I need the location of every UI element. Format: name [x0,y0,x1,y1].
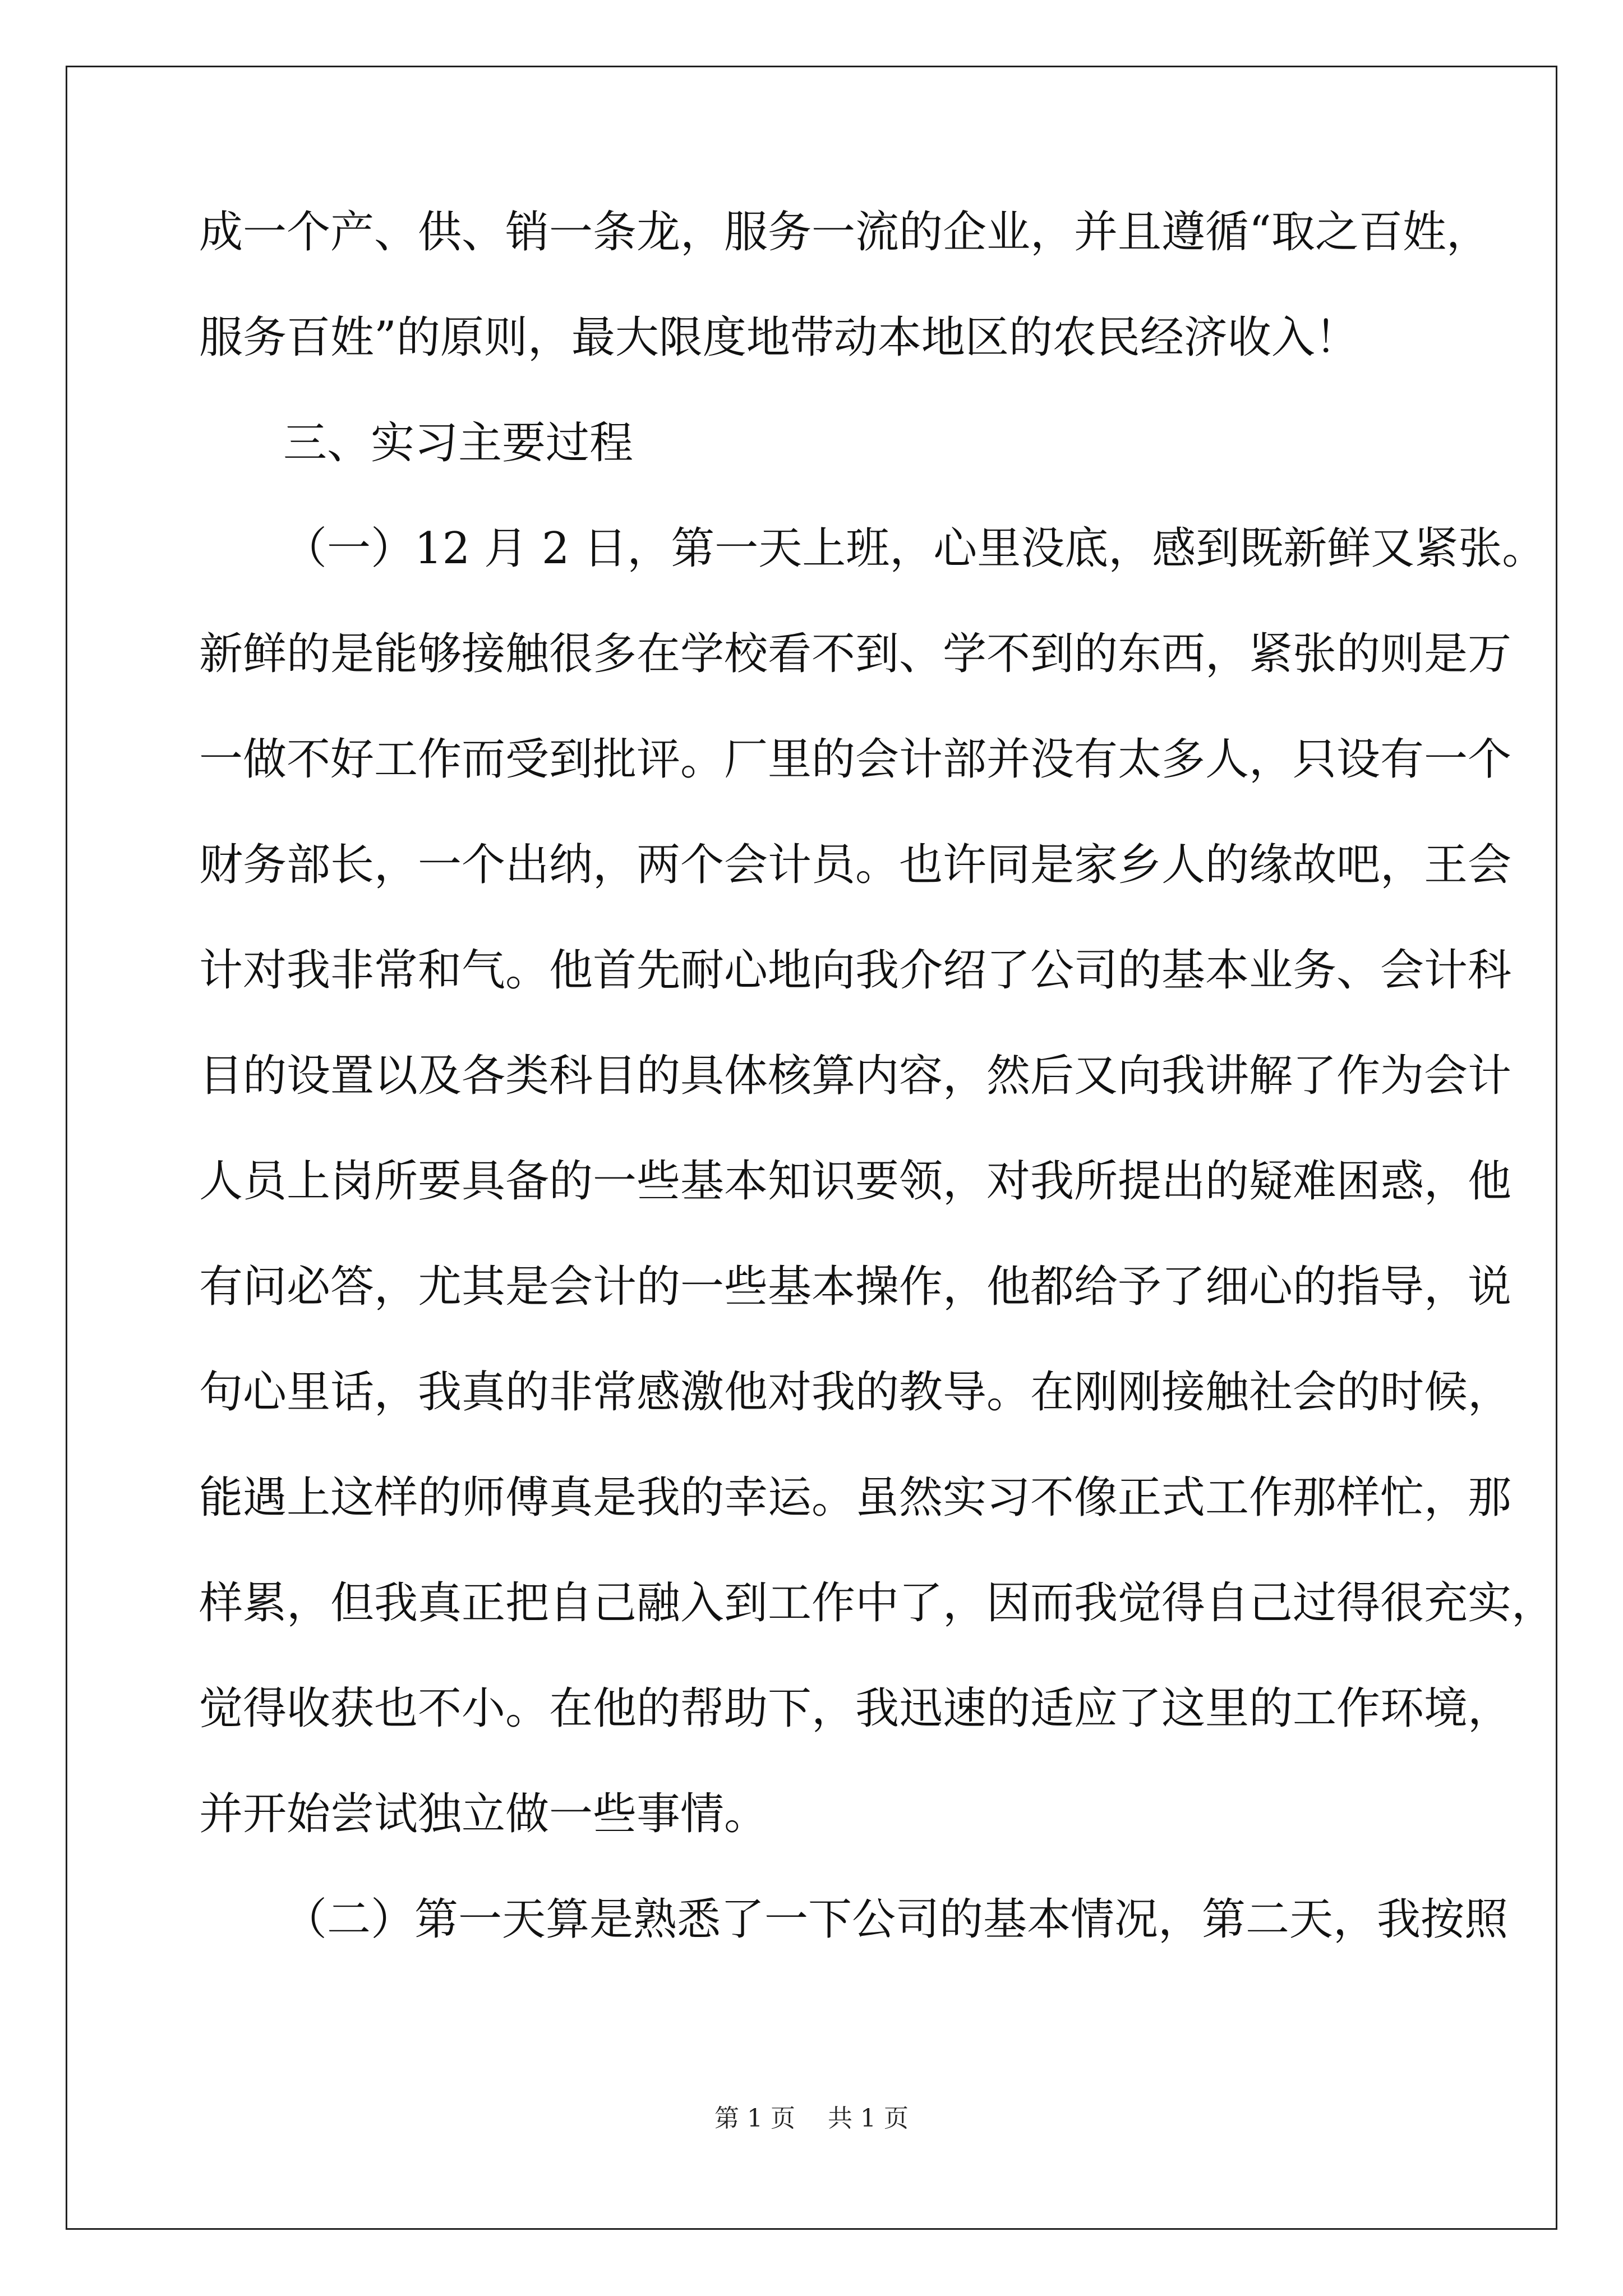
paragraph-1-line-3: 一做不好工作而受到批评。厂里的会计部并没有太多人，只设有一个 [199,734,1512,785]
text-line-2: 服务百姓”的原则，最大限度地带动本地区的农民经济收入！ [199,312,1359,363]
paragraph-1-line-13: 并开始尝试独立做一些事情。 [199,1789,768,1839]
paragraph-1-line-2: 新鲜的是能够接触很多在学校看不到、学不到的东西，紧张的则是万 [199,629,1512,679]
paragraph-1-line-12: 觉得收获也不小。在他的帮助下，我迅速的适应了这里的工作环境， [199,1683,1512,1734]
paragraph-1-line-8: 有问必答，尤其是会计的一些基本操作，他都给予了细心的指导，说 [199,1262,1512,1312]
paragraph-2-line-1: （二）第一天算是熟悉了一下公司的基本情况，第二天，我按照 [283,1894,1509,1945]
section-heading: 三、实习主要过程 [283,418,634,468]
paragraph-1-line-11: 样累，但我真正把自己融入到工作中了，因而我觉得自己过得很充实， [199,1578,1556,1628]
page-number: 第 1 页 [714,2104,795,2133]
paragraph-1-line-6: 目的设置以及各类科目的具体核算内容，然后又向我讲解了作为会计 [199,1051,1512,1101]
paragraph-1-line-9: 句心里话，我真的非常感激他对我的教导。在刚刚接触社会的时候， [199,1367,1512,1418]
paragraph-1-line-5: 计对我非常和气。他首先耐心地向我介绍了公司的基本业务、会计科 [199,945,1512,996]
paragraph-1-line-4: 财务部长，一个出纳，两个会计员。也许同是家乡人的缘故吧，王会 [199,840,1512,890]
page-footer [0,2106,1623,2131]
paragraph-1-line-7: 人员上岗所要具备的一些基本知识要领，对我所提出的疑难困惑，他 [199,1156,1512,1207]
paragraph-1-line-1: （一）12 月 2 日，第一天上班，心里没底，感到既新鲜又紧张。 [283,523,1546,574]
paragraph-1-line-10: 能遇上这样的师傅真是我的幸运。虽然实习不像正式工作那样忙，那 [199,1473,1512,1523]
page-total: 共 1 页 [828,2104,909,2133]
text-line-1: 成一个产、供、销一条龙，服务一流的企业，并且遵循“取之百姓， [199,207,1490,257]
